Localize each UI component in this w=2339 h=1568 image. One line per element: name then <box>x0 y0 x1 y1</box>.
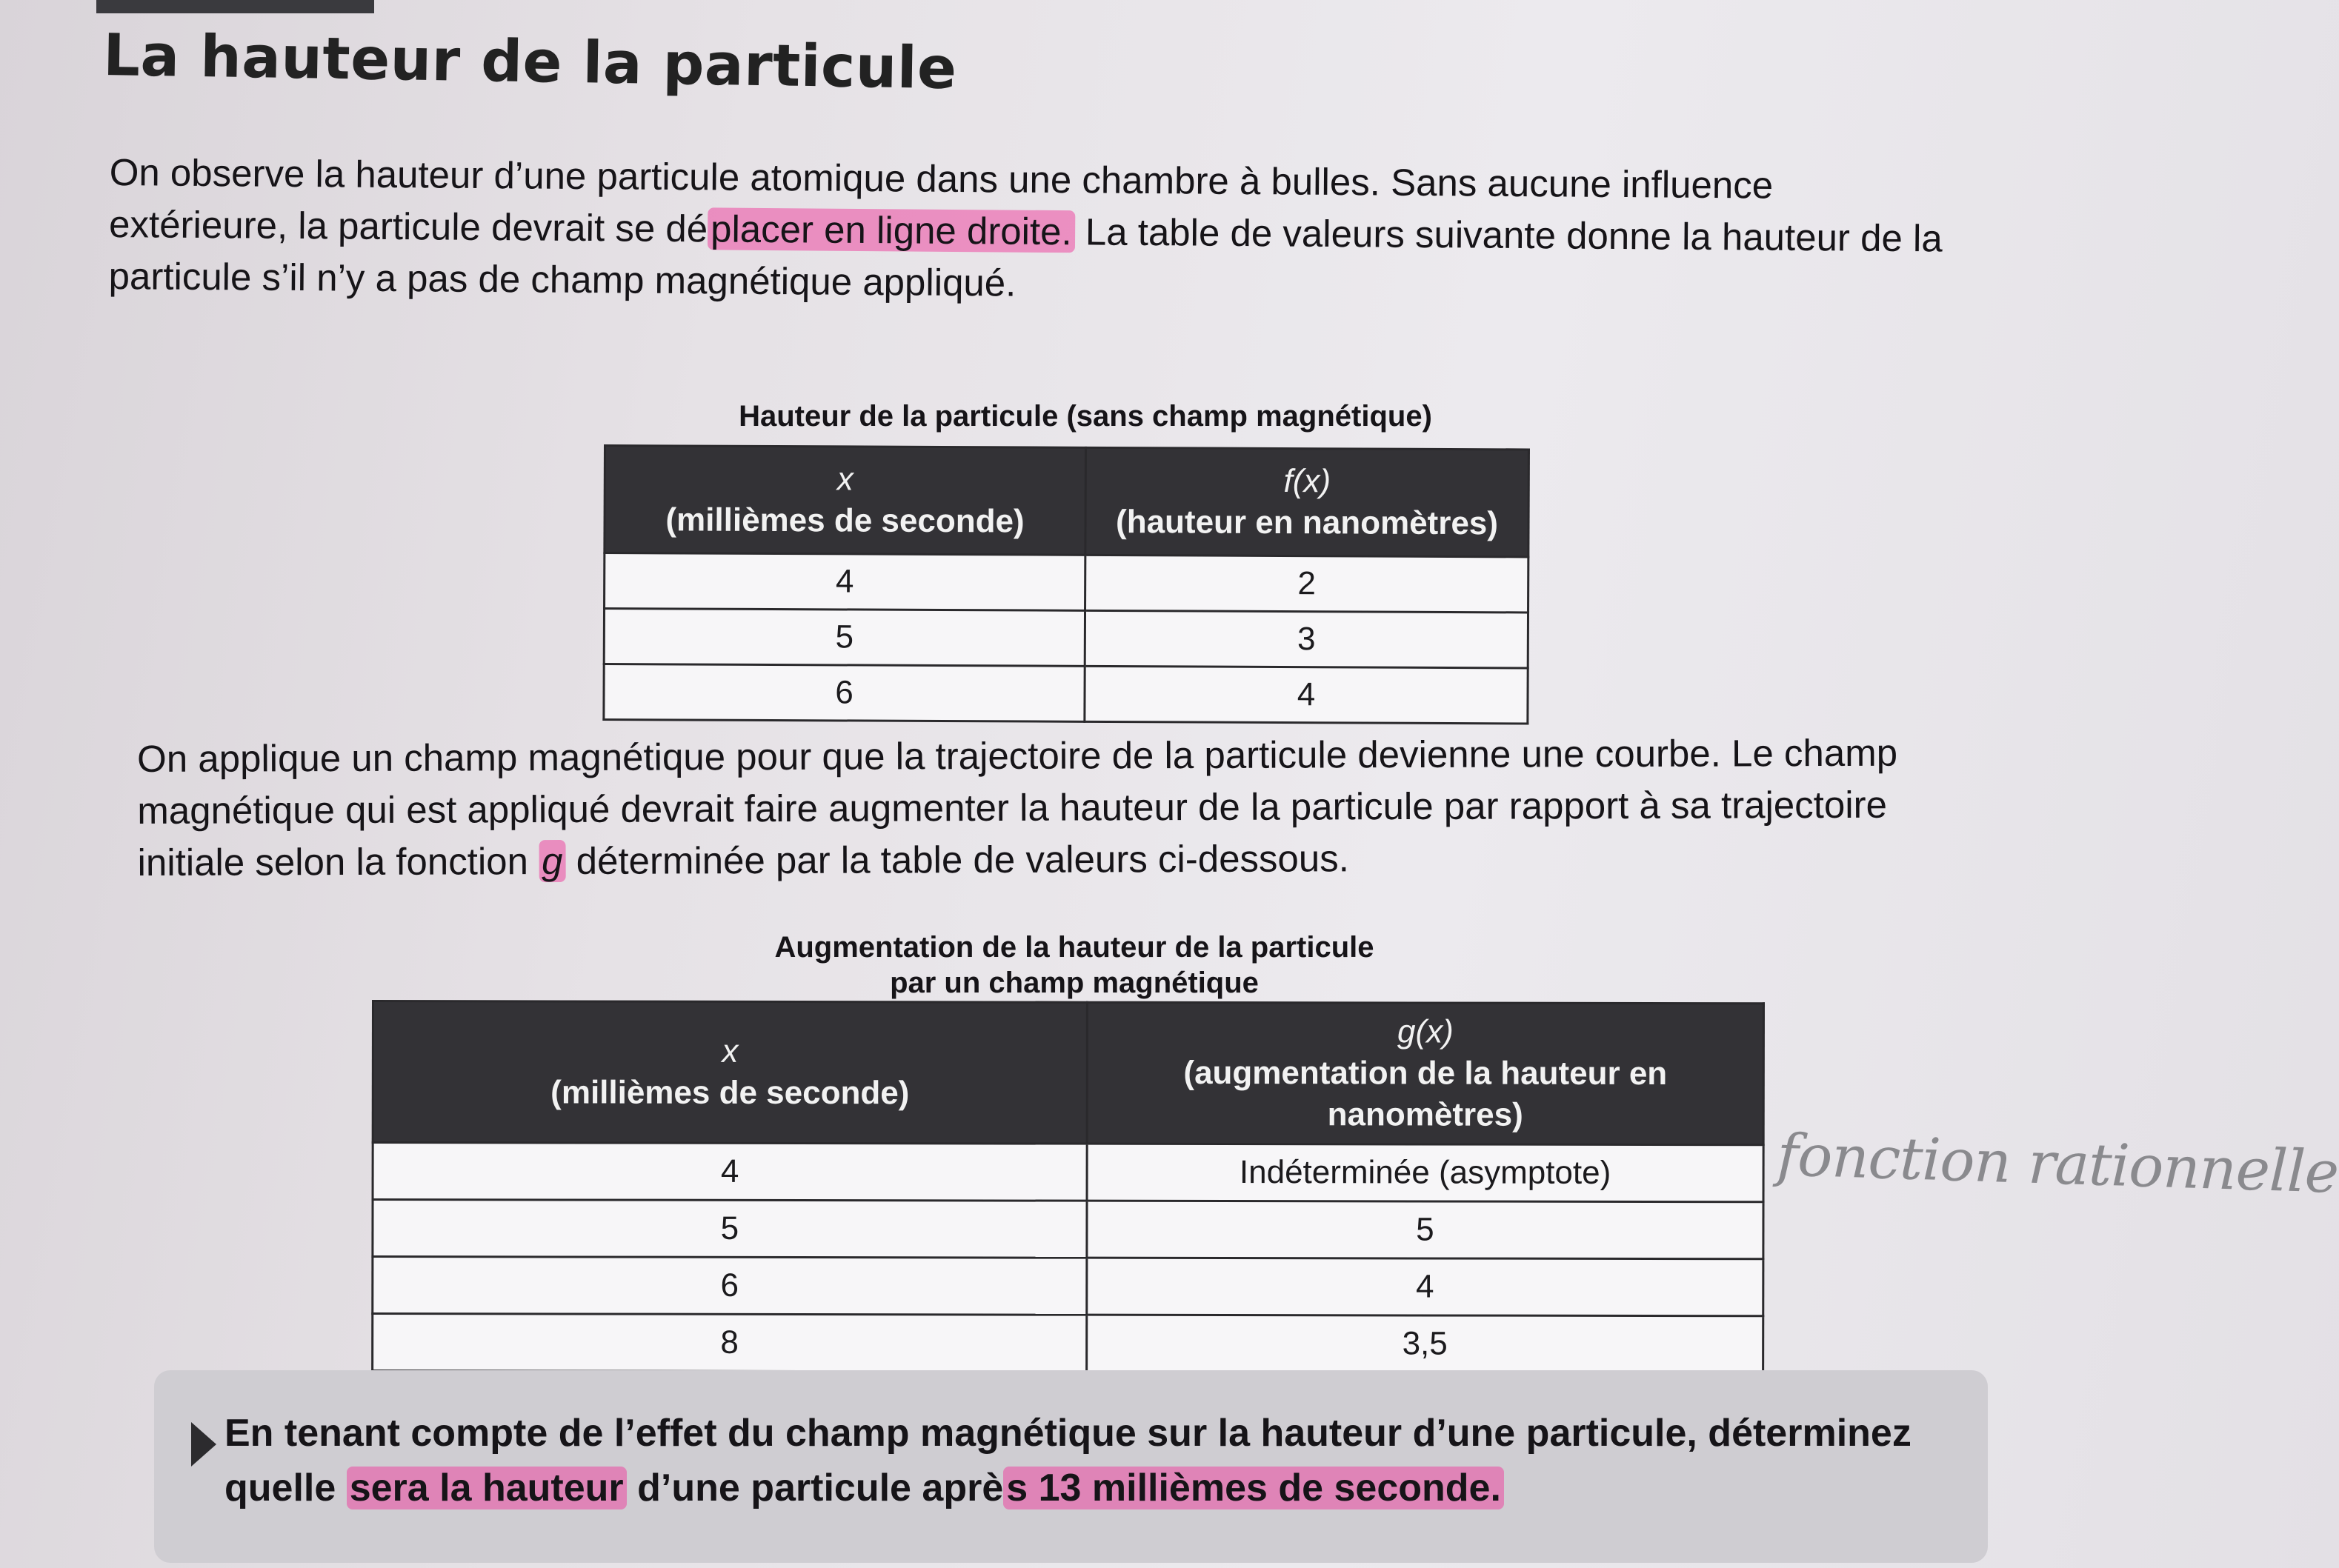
table1-header-x <box>605 446 1086 556</box>
table2-cell-x: 6 <box>373 1257 1087 1315</box>
table2-caption-line2: par un champ magnétique <box>890 967 1259 999</box>
table-row <box>373 1143 1763 1202</box>
table1-header-x-var: x <box>836 461 854 498</box>
table1-cell-x: 4 <box>605 553 1085 611</box>
table1-cell-fx: 3 <box>1085 610 1528 668</box>
table2-header-x <box>373 1001 1087 1144</box>
field-paragraph <box>137 727 1990 889</box>
handwritten-note: fonction rationnelle <box>1776 1122 2339 1207</box>
table1-header-row <box>605 446 1529 557</box>
table2-cell-gx: 3,5 <box>1087 1315 1763 1373</box>
table-row <box>604 609 1528 668</box>
intro-highlight: placer en ligne droite. <box>708 207 1075 253</box>
table2-header-gx-label: (augmentation de la hauteur en nanomètres) <box>1183 1054 1668 1133</box>
field-text-1: On applique un champ magnétique pour que la trajectoire de la particule devienne une courbe. Le champ magnétique qui est appliqué devrait faire augmenter la hauteur de la particule par rapport à sa trajectoire initiale selon la fonction <box>137 731 1898 884</box>
table-height-no-field <box>602 444 1530 724</box>
table2-caption-line1: Augmentation de la hauteur de la particule <box>774 931 1374 964</box>
table2-cell-x: 4 <box>373 1143 1087 1201</box>
table1-cell-fx: 4 <box>1085 666 1528 724</box>
table1-header-x-label: (millièmes de seconde) <box>665 501 1025 540</box>
table2-header-row <box>373 1001 1763 1145</box>
table-height-increase <box>371 1000 1765 1374</box>
table2-cell-gx: 5 <box>1087 1201 1763 1259</box>
page-title: La hauteur de la particule <box>102 22 958 103</box>
question-box <box>154 1370 1988 1563</box>
field-text-2: déterminée par la table de valeurs ci-dessous. <box>565 837 1349 882</box>
question-text-1: En tenant compte de l’effet du champ magnétique sur la hauteur d’une particule, déterminez quelle <box>224 1412 1912 1509</box>
table-row <box>373 1314 1763 1373</box>
question-highlight-2: s 13 millièmes de seconde. <box>1003 1467 1504 1509</box>
intro-text-2: La table de valeurs suivante donne la hauteur de la particule s’il n’y a pas de champ magnétique appliqué. <box>108 210 1943 304</box>
question-text <box>224 1406 1943 1515</box>
question-highlight-1: sera la hauteur <box>347 1467 627 1509</box>
table2-header-x-label: (millièmes de seconde) <box>550 1074 910 1112</box>
top-bar-decoration <box>96 0 374 13</box>
table-row <box>604 664 1528 724</box>
table-row <box>373 1200 1763 1259</box>
field-highlight-g: g <box>539 840 566 882</box>
table2-cell-x: 5 <box>373 1200 1087 1258</box>
table2-cell-gx: 4 <box>1087 1258 1763 1316</box>
table1-cell-fx: 2 <box>1085 555 1528 613</box>
table-row <box>373 1257 1763 1316</box>
intro-paragraph <box>108 147 1962 317</box>
table1-cell-x: 5 <box>604 609 1085 667</box>
table1-header-fx-label: (hauteur en nanomètres) <box>1116 504 1499 542</box>
table2-cell-x: 8 <box>373 1314 1087 1372</box>
table2-cell-gx: Indéterminée (asymptote) <box>1087 1144 1763 1202</box>
table1-header-fx-var: f(x) <box>1283 463 1331 500</box>
table2-caption <box>370 930 1778 1001</box>
table1-cell-x: 6 <box>604 664 1085 722</box>
table2-header-x-var: x <box>722 1032 739 1070</box>
question-text-2: d’une particule aprè <box>626 1467 1004 1509</box>
table1-caption: Hauteur de la particule (sans champ magnétique) <box>739 400 1432 433</box>
table2-header-gx-var: g(x) <box>1397 1013 1454 1050</box>
table1-header-fx <box>1085 447 1529 557</box>
intro-text-1: On observe la hauteur d’une particule atomique dans une chambre à bulles. Sans aucune influence extérieure, la particule devrait se dé <box>108 150 1774 250</box>
table-row <box>605 553 1528 613</box>
table2-header-gx <box>1087 1002 1763 1145</box>
triangle-arrow-icon <box>191 1422 216 1467</box>
